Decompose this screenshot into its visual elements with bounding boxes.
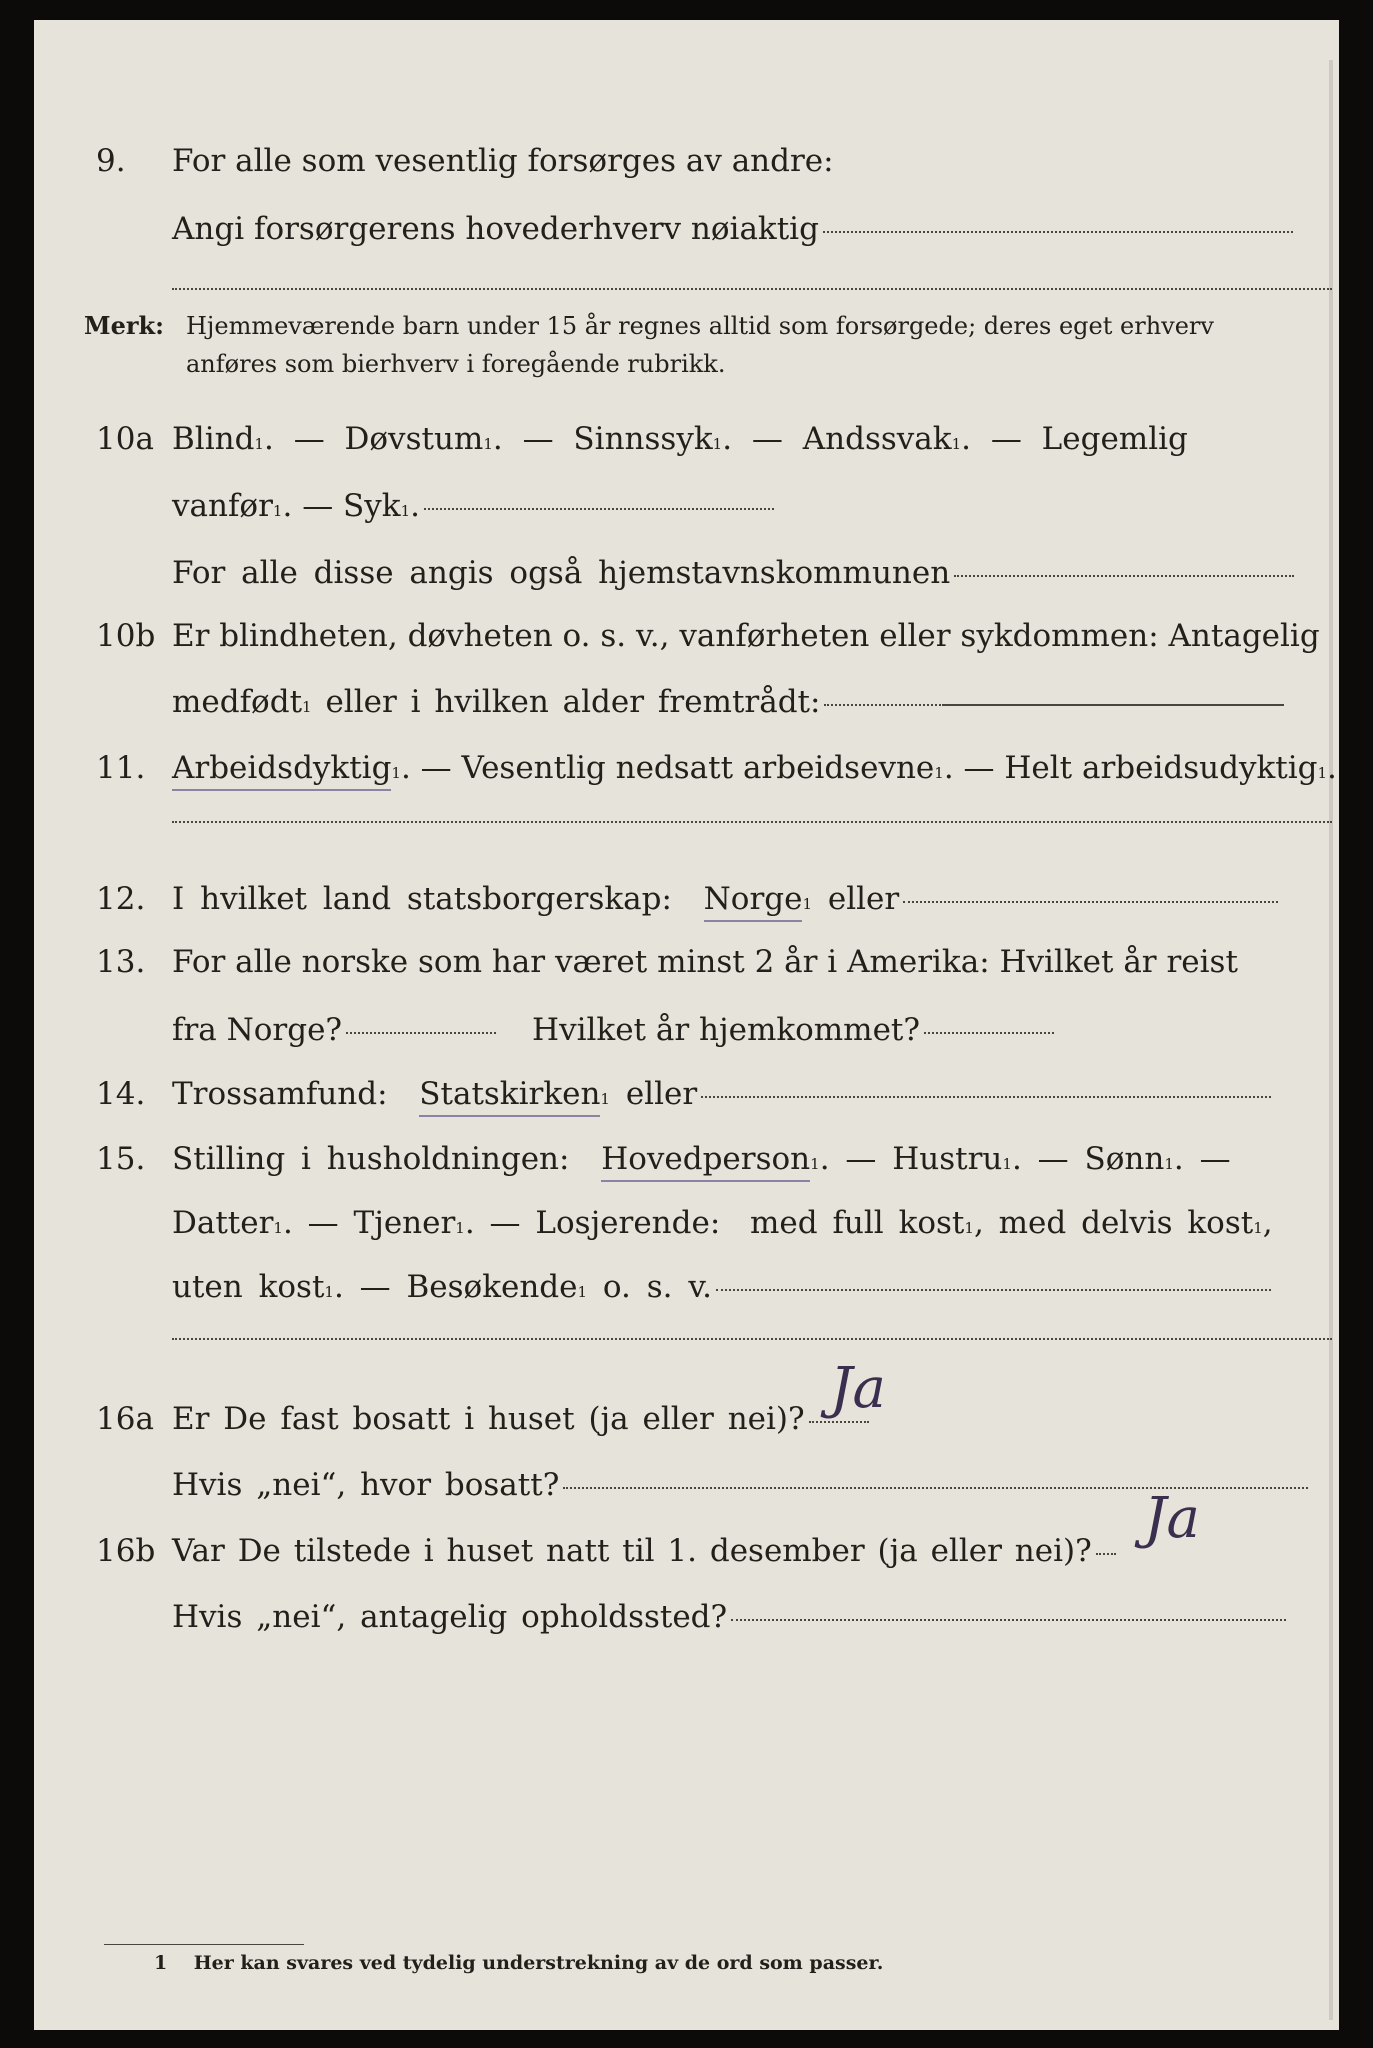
option-full-kost[interactable]: med full kost xyxy=(750,1205,965,1241)
q16b-question: Var De tilstede i huset natt til 1. desember (ja eller nei)? xyxy=(172,1533,1092,1569)
option-dovstum[interactable]: — Døvstum xyxy=(293,421,484,457)
q9-answer-field[interactable] xyxy=(823,231,1293,233)
option-arbeidsdyktig[interactable]: Arbeidsdyktig xyxy=(172,743,391,793)
option-delvis-kost[interactable]: , med delvis kost xyxy=(973,1205,1254,1241)
q16b-number: 16b xyxy=(96,1533,156,1569)
footnote xyxy=(154,1952,883,1974)
q9-question: For alle som vesentlig forsørges av andre: xyxy=(172,143,834,179)
q13-number: 13. xyxy=(96,944,146,980)
option-vanfor[interactable]: vanfør xyxy=(172,488,273,524)
q13-fra-norge: fra Norge? xyxy=(172,1012,343,1048)
q9-number: 9. xyxy=(96,143,126,179)
hjemstavn-field[interactable] xyxy=(954,575,1294,577)
q11-answer-field[interactable] xyxy=(172,821,1332,823)
hjemkommet-field[interactable] xyxy=(924,1032,1054,1034)
q9-answer-field-2[interactable] xyxy=(172,288,1332,290)
option-tjener[interactable]: . — Tjener xyxy=(282,1205,456,1241)
statsborgerskap-field[interactable] xyxy=(903,901,1278,903)
alder-field[interactable] xyxy=(944,704,1284,706)
option-nedsatt[interactable]: . — Vesentlig nedsatt arbeidsevne xyxy=(400,750,935,786)
q13-question: For alle norske som har været minst 2 år i Amerika: Hvilket år reist xyxy=(172,944,1238,980)
q10b-alder: eller i hvilken alder fremtrådt: xyxy=(325,684,821,720)
option-syk[interactable]: — Syk xyxy=(302,488,401,524)
option-hovedperson[interactable]: Hovedperson xyxy=(601,1134,810,1184)
option-statskirken[interactable]: Statskirken xyxy=(419,1069,600,1119)
opholdssted-field[interactable] xyxy=(731,1619,1286,1621)
q14-eller: eller xyxy=(625,1076,698,1112)
option-blind[interactable]: Blind xyxy=(172,421,255,457)
q9-question-2: Angi forsørgerens hovederhverv nøiaktig xyxy=(172,211,819,247)
handwritten-answer-16b: Ja xyxy=(1144,1486,1200,1551)
q16a-answer-field[interactable] xyxy=(809,1421,869,1423)
footnote-text: Her kan svares ved tydelig understrekning av de ord som passer. xyxy=(193,1952,884,1974)
option-legemlig[interactable]: — Legemlig xyxy=(990,421,1188,457)
stilling-field[interactable] xyxy=(716,1289,1271,1291)
merk-label: Merk: xyxy=(84,311,164,340)
q13-hjemkommet: Hvilket år hjemkommet? xyxy=(532,1012,921,1048)
trossamfund-field[interactable] xyxy=(701,1096,1271,1098)
q12-question: I hvilket land statsborgerskap: xyxy=(172,881,672,917)
q15-number: 15. xyxy=(96,1141,146,1177)
footnote-rule xyxy=(104,1944,304,1945)
q15-losjerende: . — Losjerende: xyxy=(464,1205,721,1241)
q10b-number: 10b xyxy=(96,618,156,654)
q16b-answer-field[interactable] xyxy=(1096,1553,1116,1555)
q12-number: 12. xyxy=(96,881,146,917)
q12-eller: eller xyxy=(827,881,900,917)
option-besokende[interactable]: . — Besøkende xyxy=(333,1269,578,1305)
option-sonn[interactable]: . — Sønn xyxy=(1011,1141,1165,1177)
option-sinnssyk[interactable]: — Sinnssyk xyxy=(522,421,713,457)
q11-number: 11. xyxy=(96,750,146,786)
option-hustru[interactable]: . — Hustru xyxy=(819,1141,1003,1177)
q10a-hjemstavn: For alle disse angis også hjemstavnskommunen xyxy=(172,555,951,591)
q10a-answer-field[interactable] xyxy=(424,508,774,510)
page-fold xyxy=(1329,60,1333,2020)
option-medfodt[interactable]: medfødt xyxy=(172,684,303,720)
q14-question: Trossamfund: xyxy=(172,1076,388,1112)
q16a-number: 16a xyxy=(96,1401,154,1437)
q16b-question-2: Hvis „nei“, antagelig opholdssted? xyxy=(172,1599,728,1635)
q15-osv: o. s. v. xyxy=(602,1269,713,1305)
option-udyktig[interactable]: . — Helt arbeidsudyktig xyxy=(943,750,1318,786)
option-uten-kost[interactable]: uten kost xyxy=(172,1269,325,1305)
handwritten-answer-16a: Ja xyxy=(830,1356,886,1421)
q16a-question-2: Hvis „nei“, hvor bosatt? xyxy=(172,1467,560,1503)
merk-text-1: Hjemmeværende barn under 15 år regnes alltid som forsørgede; deres eget erhverv xyxy=(186,312,1214,340)
option-norge[interactable]: Norge xyxy=(704,874,803,924)
footnote-mark: 1 xyxy=(154,1952,168,1974)
option-andssvak[interactable]: — Andssvak xyxy=(751,421,952,457)
q15-question: Stilling i husholdningen: xyxy=(172,1141,570,1177)
q10a-number: 10a xyxy=(96,421,154,457)
q15-answer-field[interactable] xyxy=(172,1338,1332,1340)
reist-field[interactable] xyxy=(346,1032,496,1034)
option-datter[interactable]: Datter xyxy=(172,1205,274,1241)
q10b-question: Er blindheten, døvheten o. s. v., vanførheten eller sykdommen: Antagelig xyxy=(172,618,1320,654)
q14-number: 14. xyxy=(96,1076,146,1112)
census-form-page: 9. For alle som vesentlig forsørges av andre: Angi forsørgerens hovederhverv nøiaktig Merk: Hjemmeværende barn under 15 år regnes alltid som forsørgede; deres eget erhverv anføres som bierhverv i foregående rubrikk. 10a Blind 1 . — Døvstum 1 . — Sinnssyk 1 . — Andssvak 1 . — Legemlig vanfør 1 . — Syk 1 . For alle disse angis også hjemstavnskommunen 10b Er blindheten, døvheten o. s. v., vanførheten eller sykdommen: Antagelig medfødt 1 eller i hvilken alder fremtrådt: 11. Arbeidsdyktig 1 . — Vesentlig nedsatt arbeidsevne 1 . — Helt arbeidsudyktig 1 . 12. I hvilket land statsborgerskap: Norge 1 eller 13. For alle norske som har været minst 2 år i Amerika: Hvilket år reist fra Norge? Hvilket år hjemkommet? 14. Trossamfund: Statskirken 1 eller 15. Stilling i husholdningen: Hovedperson 1 . — Hustru 1 . — Sønn 1 . — Datter 1 . — Tjener 1 . — Losjerende: med full kost 1 , med delvis kost 1 , uten kost 1 . — Besøkende 1 o. s. v. 16a Er De fast bosatt i huset (ja eller nei)? Ja Hvis „nei“, hvor bosatt? 16b Var De tilstede i huset natt til 1. desember (ja eller nei)? Ja Hvis „nei“, antagelig opholdssted? 1 Her kan svares ved tydelig understrekning av de ord som passer. xyxy=(34,20,1339,2030)
q16a-question: Er De fast bosatt i huset (ja eller nei)? xyxy=(172,1401,805,1437)
merk-text-2: anføres som bierhverv i foregående rubrikk. xyxy=(186,350,726,378)
